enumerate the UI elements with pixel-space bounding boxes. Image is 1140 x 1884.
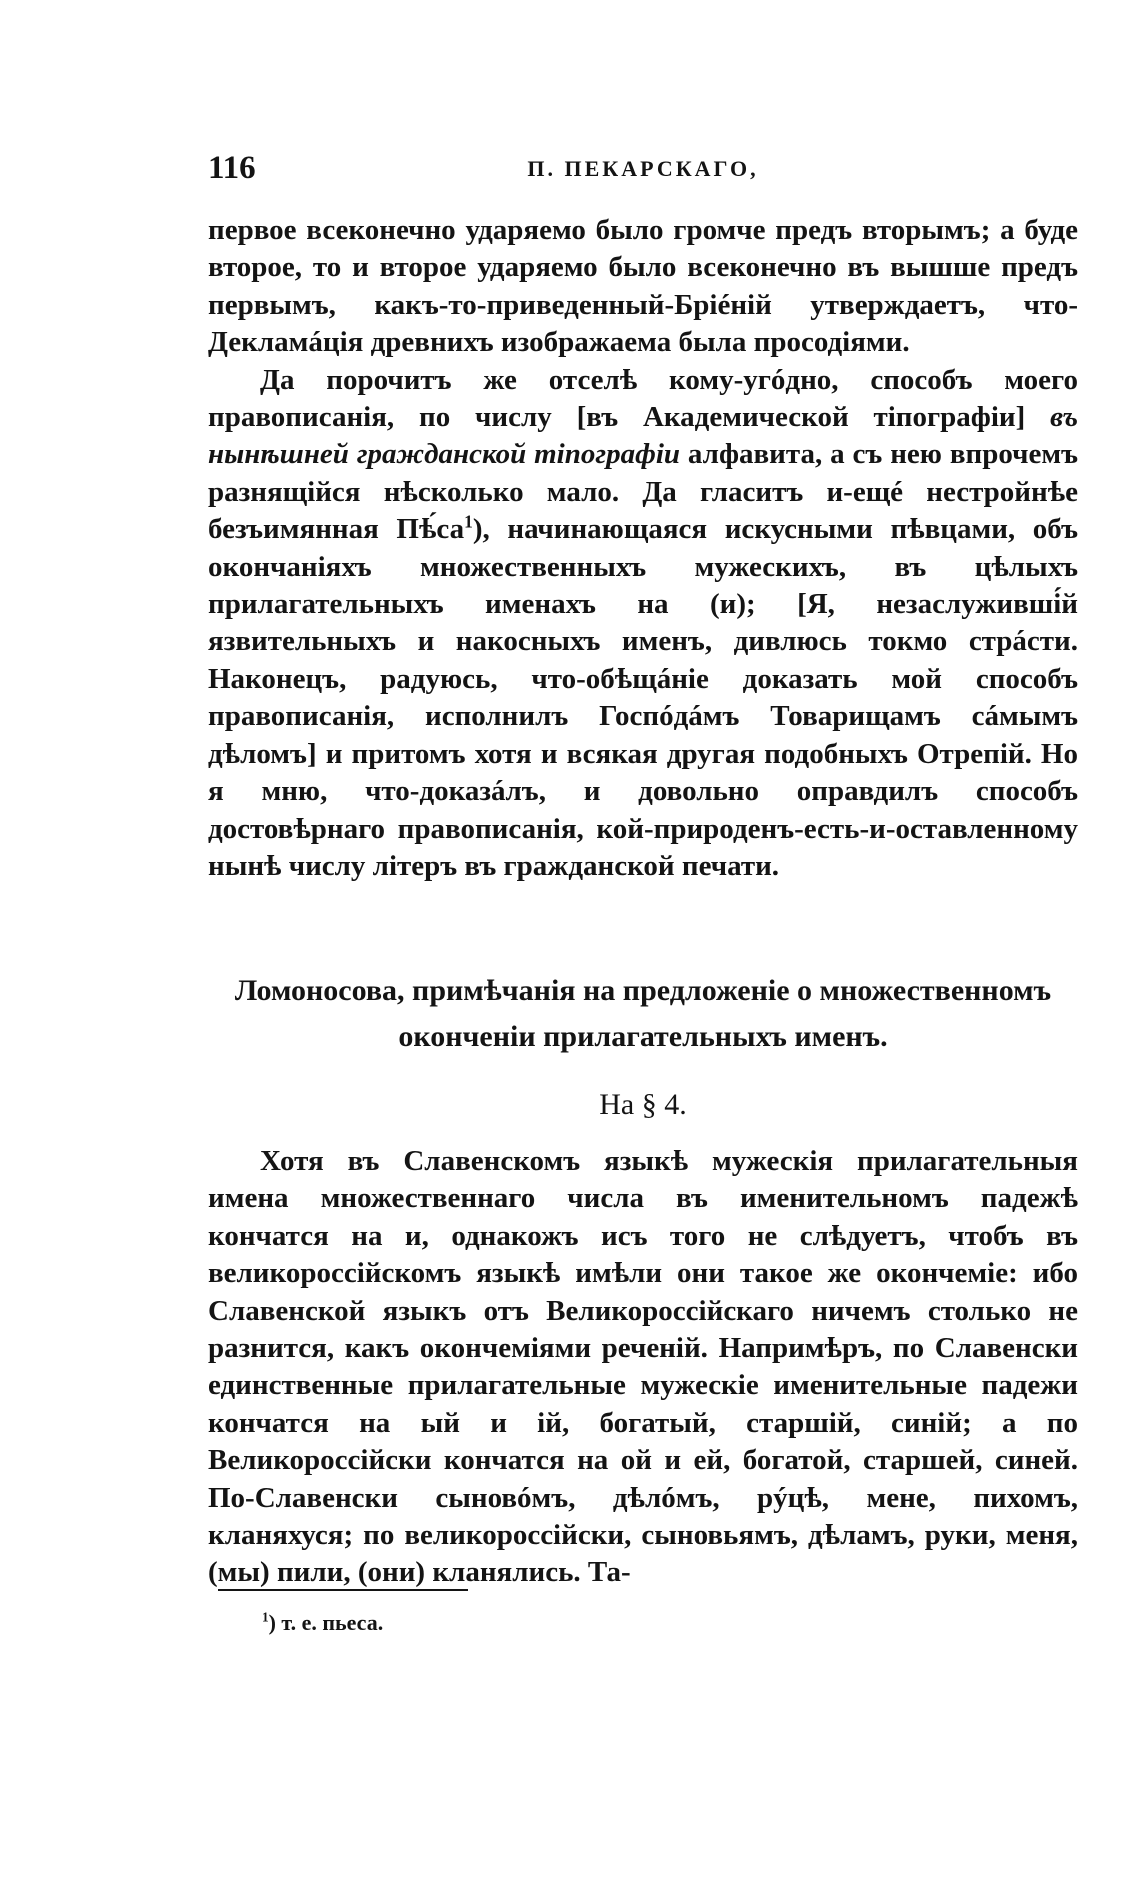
footnote-rule: [218, 1589, 468, 1591]
section-title: [208, 968, 1078, 1060]
footnote-text: ) т. е. пьеса.: [268, 1610, 384, 1635]
bottom-text-block: [208, 1143, 1078, 1592]
paragraph-main-part-b: алфавита, а съ нею впрочемъ разнящійся нѣсколько мало. Да гласитъ и-ещé нестройнѣе безъимянная Пѣ́са: [208, 438, 1078, 546]
footnote: [262, 1610, 383, 1636]
top-text-block: [208, 212, 1078, 885]
footnote-reference: 1: [464, 511, 473, 532]
paragraph-main-part-a: Да порочитъ же отселѣ кому-угóдно, способъ моего правописанія, по числу [въ Академической тіпографіи]: [208, 363, 1078, 434]
section-title-line-2: окончeніи прилагательныхъ именъ.: [398, 1020, 888, 1053]
paragraph-continuation: первое всеконечно ударяемо было громче предъ вторымъ; а буде второе, то и второе ударяемо было всеконечно въ вышше предъ первымъ, какъ-то-приведенный-Бріéній утверждаетъ, что-Декламáція древнихъ изображаема была просодіями.: [208, 214, 1078, 359]
footnote-marker: 1: [262, 1609, 269, 1625]
paragraph-main-italic: въ нынѣшней гражданской тіпографіи: [208, 401, 1078, 471]
running-head: П. ПЕКАРСКАГО,: [527, 156, 759, 181]
page-header: [208, 150, 1078, 190]
paragraph-main: [208, 362, 1078, 886]
paragraph-main-part-c: ), начинающаяся искусными пѣвцами, объ окончаніяхъ множественныхъ мужескихъ, въ цѣлыхъ прилагательныхъ именахъ на (и); [Я, незаслуживші́й язвительныхъ и накосныхъ именъ, дивлюсь токмо стрáсти. Наконецъ, радуюсь, что-обѣщáніе доказать мой способъ правописанія, исполнилъ Госпóдáмъ Товарищамъ сáмымъ дѣломъ] и притомъ хотя и всякая другая подобныхъ Отрепій. Но я мню, что-доказáлъ, и довольно оправдилъ способъ достовѣрнаго правописанія, кой-природенъ-есть-и-оставленному нынѣ числу літеръ въ гражданской печати.: [208, 513, 1078, 882]
section-subhead: На § 4.: [599, 1088, 687, 1121]
section-title-line-1: Ломоносова, примѣчанія на предложеніе о множественномъ: [234, 974, 1052, 1007]
paragraph-lomonosov: Хотя въ Славенскомъ языкѣ мужескія прилагательныя имена множественнаго числа въ именительномъ падежѣ кончатся на и, однакожъ исъ того не слѣдуетъ, чтобъ въ великороссійскомъ языкѣ имѣли они такое же окончеміе: ибо Славенской языкъ отъ Великороссійскаго ничемъ столько не разнится, какъ окончеміями реченій. Напримѣръ, по Славенски единственные прилагательные мужескіе именительные падежи кончатся на ый и ій, богатый, старшій, синій; а по Великороссійски кончатся на ой и ей, богатой, старшей, синей. По-Славенски сыновóмъ, дѣлóмъ, рýцѣ, мене, пихомъ, кланяхуся; по великороссійски, сыновьямъ, дѣламъ, руки, меня, (мы) пили, (они) кланялись. Та-: [208, 1145, 1078, 1589]
page-number: 116: [208, 150, 256, 186]
